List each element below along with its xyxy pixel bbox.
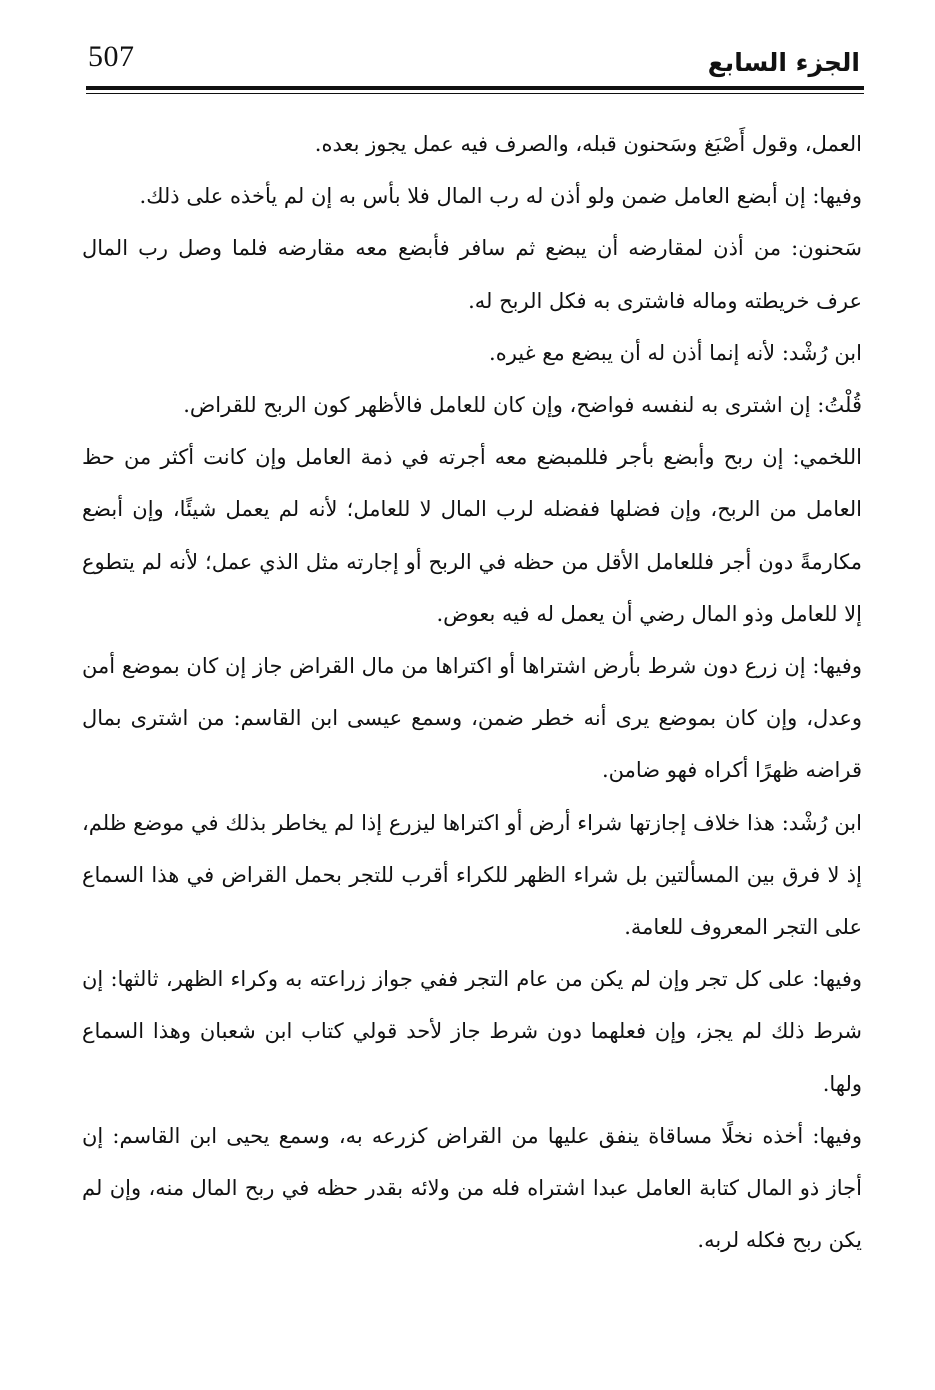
body-text <box>82 118 862 1266</box>
paragraph: العمل، وقول أَصْبَغ وسَحنون قبله، والصرف فيه عمل يجوز بعده. <box>314 132 862 156</box>
paragraph: اللخمي: إن ربح وأبضع بأجر فللمبضع معه أجرته في ذمة العامل وإن كانت أكثر من حظ العامل من الربح، وإن فضلها ففضله لرب المال لا للعامل؛ لأنه لم يعمل شيئًا، وإن أبضع مكارمةً دون أجر فللعامل الأقل من حظه في الربح أو إجارته مثل الذي عمل؛ لأنه لم يتطوع إلا للعامل وذو المال رضي أن يعمل له فيه بعوض. <box>82 445 863 626</box>
header-rule-thin <box>86 93 864 94</box>
header-rule-thick <box>86 86 864 90</box>
paragraph: ابن رُشْد: لأنه إنما أذن له أن يبضع مع غيره. <box>489 340 862 365</box>
page-header <box>82 36 860 86</box>
paragraph: وفيها: إن زرع دون شرط بأرض اشتراها أو اكتراها من مال القراض جاز إن كان بموضع أمن وعدل، وإن كان بموضع يرى أنه خطر ضمن، وسمع عيسى ابن القاسم: من اشترى بمال قراضه ظهرًا أكراه فهو ضامن. <box>82 654 862 783</box>
running-title: الجزء السابع <box>707 48 860 77</box>
paragraph: وفيها: إن أبضع العامل ضمن ولو أذن له رب المال فلا بأس به إن لم يأخذه على ذلك. <box>139 184 862 209</box>
paragraph: قُلْتُ: إن اشترى به لنفسه فواضح، وإن كان للعامل فالأظهر كون الربح للقراض. <box>183 393 862 418</box>
paragraph: سَحنون: من أذن لمقارضه أن يبضع ثم سافر فأبضع معه مقارضه فلما وصل رب المال عرف خريطته وماله فاشترى به فكل الربح له. <box>82 236 862 313</box>
paragraph: وفيها: أخذه نخلًا مساقاة ينفق عليها من القراض كزرعه به، وسمع يحيى ابن القاسم: إن أجاز ذو المال كتابة العامل عبدا اشتراه فله من ولائه بقدر حظه في ربح المال منه، وإن لم يكن ربح فكله لربه. <box>82 1123 862 1253</box>
paragraph: ابن رُشْد: هذا خلاف إجازتها شراء أرض أو اكتراها ليزرع إذا لم يخاطر بذلك في موضع ظلم، إذ لا فرق بين المسألتين بل شراء الظهر للكراء أقرب للتجر بحمل القراض في هذا السماع على التجر المعروف للعامة. <box>82 810 862 940</box>
paragraph: وفيها: على كل تجر وإن لم يكن من عام التجر ففي جواز زراعته به وكراء الظهر، ثالثها: إن شرط ذلك لم يجز، وإن فعلهما دون شرط جاز لأحد قولي كتاب ابن شعبان وهذا السماع ولها. <box>82 967 862 1096</box>
page-number: 507 <box>88 40 135 73</box>
